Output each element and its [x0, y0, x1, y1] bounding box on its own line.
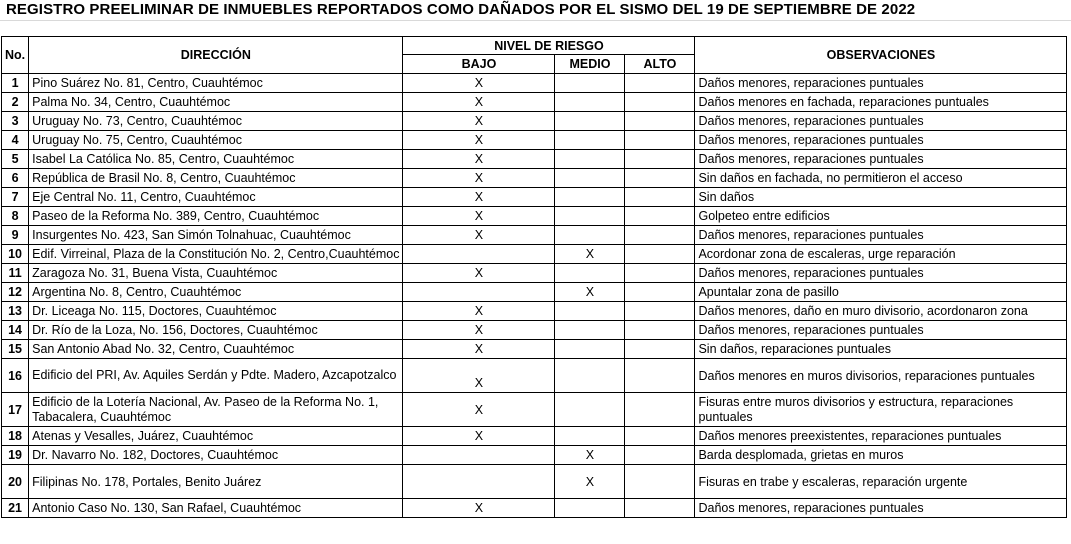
- table-row: [2, 112, 1067, 131]
- row-number: 7: [2, 188, 29, 207]
- row-number: 12: [2, 283, 29, 302]
- address-cell: Dr. Liceaga No. 115, Doctores, Cuauhtémoc: [29, 302, 403, 321]
- address-cell: Eje Central No. 11, Centro, Cuauhtémoc: [29, 188, 403, 207]
- row-number: 3: [2, 112, 29, 131]
- observation-cell: Sin daños: [695, 188, 1067, 207]
- table-row: [2, 321, 1067, 340]
- risk-medio-cell: [555, 131, 625, 150]
- address-cell: Uruguay No. 73, Centro, Cuauhtémoc: [29, 112, 403, 131]
- observation-cell: Daños menores, reparaciones puntuales: [695, 226, 1067, 245]
- risk-alto-cell: [625, 340, 695, 359]
- risk-bajo-cell: X: [403, 150, 555, 169]
- observation-cell: Daños menores preexistentes, reparaciones puntuales: [695, 427, 1067, 446]
- risk-bajo-cell: X: [403, 359, 555, 393]
- observation-cell: Daños menores, reparaciones puntuales: [695, 321, 1067, 340]
- row-number: 16: [2, 359, 29, 393]
- risk-bajo-cell: [403, 446, 555, 465]
- observation-cell: Daños menores, reparaciones puntuales: [695, 74, 1067, 93]
- address-cell: San Antonio Abad No. 32, Centro, Cuauhtémoc: [29, 340, 403, 359]
- row-number: 18: [2, 427, 29, 446]
- address-cell: República de Brasil No. 8, Centro, Cuauhtémoc: [29, 169, 403, 188]
- risk-bajo-cell: [403, 465, 555, 499]
- address-cell: Paseo de la Reforma No. 389, Centro, Cuauhtémoc: [29, 207, 403, 226]
- risk-alto-cell: [625, 446, 695, 465]
- table-row: [2, 74, 1067, 93]
- observation-cell: Acordonar zona de escaleras, urge reparación: [695, 245, 1067, 264]
- row-number: 17: [2, 393, 29, 427]
- risk-alto-cell: [625, 499, 695, 518]
- address-cell: Filipinas No. 178, Portales, Benito Juárez: [29, 465, 403, 499]
- risk-alto-cell: [625, 245, 695, 264]
- risk-bajo-cell: [403, 283, 555, 302]
- observation-cell: Fisuras en trabe y escaleras, reparación urgente: [695, 465, 1067, 499]
- risk-medio-cell: [555, 188, 625, 207]
- risk-bajo-cell: X: [403, 207, 555, 226]
- risk-medio-cell: [555, 264, 625, 283]
- address-cell: Zaragoza No. 31, Buena Vista, Cuauhtémoc: [29, 264, 403, 283]
- header-no: No.: [2, 37, 29, 74]
- damage-registry-table: [1, 36, 1067, 518]
- observation-cell: Apuntalar zona de pasillo: [695, 283, 1067, 302]
- observation-cell: Sin daños en fachada, no permitieron el acceso: [695, 169, 1067, 188]
- risk-alto-cell: [625, 226, 695, 245]
- address-cell: Edificio de la Lotería Nacional, Av. Paseo de la Reforma No. 1, Tabacalera, Cuauhtémoc: [29, 393, 403, 427]
- risk-alto-cell: [625, 393, 695, 427]
- risk-medio-cell: [555, 150, 625, 169]
- observation-cell: Daños menores, reparaciones puntuales: [695, 112, 1067, 131]
- row-number: 14: [2, 321, 29, 340]
- table-row: [2, 283, 1067, 302]
- risk-bajo-cell: X: [403, 321, 555, 340]
- risk-medio-cell: [555, 112, 625, 131]
- address-cell: Insurgentes No. 423, San Simón Tolnahuac, Cuauhtémoc: [29, 226, 403, 245]
- risk-alto-cell: [625, 188, 695, 207]
- header-nivel-de-riesgo: NIVEL DE RIESGO: [403, 37, 695, 55]
- risk-bajo-cell: X: [403, 74, 555, 93]
- table-row: [2, 427, 1067, 446]
- risk-bajo-cell: [403, 245, 555, 264]
- risk-alto-cell: [625, 169, 695, 188]
- risk-alto-cell: [625, 321, 695, 340]
- risk-alto-cell: [625, 465, 695, 499]
- risk-medio-cell: [555, 169, 625, 188]
- row-number: 1: [2, 74, 29, 93]
- risk-medio-cell: X: [555, 245, 625, 264]
- row-number: 13: [2, 302, 29, 321]
- table-row: [2, 150, 1067, 169]
- risk-alto-cell: [625, 359, 695, 393]
- risk-alto-cell: [625, 74, 695, 93]
- observation-cell: Daños menores, reparaciones puntuales: [695, 499, 1067, 518]
- risk-alto-cell: [625, 131, 695, 150]
- address-cell: Pino Suárez No. 81, Centro, Cuauhtémoc: [29, 74, 403, 93]
- table-row: [2, 226, 1067, 245]
- header-row-top: [2, 37, 1067, 55]
- risk-medio-cell: [555, 427, 625, 446]
- table-row: [2, 188, 1067, 207]
- address-cell: Dr. Río de la Loza, No. 156, Doctores, Cuauhtémoc: [29, 321, 403, 340]
- address-cell: Isabel La Católica No. 85, Centro, Cuauhtémoc: [29, 150, 403, 169]
- risk-alto-cell: [625, 302, 695, 321]
- risk-medio-cell: [555, 340, 625, 359]
- risk-bajo-cell: X: [403, 340, 555, 359]
- row-number: 8: [2, 207, 29, 226]
- table-row: [2, 359, 1067, 393]
- row-number: 6: [2, 169, 29, 188]
- table-row: [2, 131, 1067, 150]
- address-cell: Palma No. 34, Centro, Cuauhtémoc: [29, 93, 403, 112]
- observation-cell: Barda desplomada, grietas en muros: [695, 446, 1067, 465]
- risk-alto-cell: [625, 264, 695, 283]
- table-row: [2, 245, 1067, 264]
- row-number: 9: [2, 226, 29, 245]
- header-direccion: DIRECCIÓN: [29, 37, 403, 74]
- address-cell: Dr. Navarro No. 182, Doctores, Cuauhtémoc: [29, 446, 403, 465]
- risk-bajo-cell: X: [403, 112, 555, 131]
- row-number: 11: [2, 264, 29, 283]
- row-number: 10: [2, 245, 29, 264]
- risk-bajo-cell: X: [403, 499, 555, 518]
- risk-bajo-cell: X: [403, 188, 555, 207]
- risk-medio-cell: X: [555, 465, 625, 499]
- risk-medio-cell: [555, 359, 625, 393]
- risk-medio-cell: [555, 321, 625, 340]
- address-cell: Edificio del PRI, Av. Aquiles Serdán y Pdte. Madero, Azcapotzalco: [29, 359, 403, 393]
- observation-cell: Fisuras entre muros divisorios y estructura, reparaciones puntuales: [695, 393, 1067, 427]
- table-row: [2, 465, 1067, 499]
- grid-separator: [0, 20, 1071, 35]
- header-bajo: BAJO: [403, 55, 555, 74]
- risk-alto-cell: [625, 427, 695, 446]
- observation-cell: Daños menores en fachada, reparaciones puntuales: [695, 93, 1067, 112]
- observation-cell: Daños menores, daño en muro divisorio, acordonaron zona: [695, 302, 1067, 321]
- observation-cell: Daños menores, reparaciones puntuales: [695, 131, 1067, 150]
- table-row: [2, 446, 1067, 465]
- row-number: 15: [2, 340, 29, 359]
- risk-bajo-cell: X: [403, 302, 555, 321]
- risk-alto-cell: [625, 150, 695, 169]
- risk-bajo-cell: X: [403, 393, 555, 427]
- observation-cell: Daños menores, reparaciones puntuales: [695, 264, 1067, 283]
- row-number: 19: [2, 446, 29, 465]
- risk-medio-cell: X: [555, 283, 625, 302]
- observation-cell: Golpeteo entre edificios: [695, 207, 1067, 226]
- risk-medio-cell: [555, 302, 625, 321]
- risk-medio-cell: [555, 226, 625, 245]
- table-row: [2, 393, 1067, 427]
- risk-alto-cell: [625, 93, 695, 112]
- table-row: [2, 93, 1067, 112]
- address-cell: Uruguay No. 75, Centro, Cuauhtémoc: [29, 131, 403, 150]
- header-observaciones: OBSERVACIONES: [695, 37, 1067, 74]
- risk-bajo-cell: X: [403, 131, 555, 150]
- address-cell: Argentina No. 8, Centro, Cuauhtémoc: [29, 283, 403, 302]
- row-number: 4: [2, 131, 29, 150]
- risk-medio-cell: [555, 393, 625, 427]
- row-number: 20: [2, 465, 29, 499]
- risk-medio-cell: X: [555, 446, 625, 465]
- table-row: [2, 302, 1067, 321]
- header-medio: MEDIO: [555, 55, 625, 74]
- header-alto: ALTO: [625, 55, 695, 74]
- table-row: [2, 169, 1067, 188]
- row-number: 5: [2, 150, 29, 169]
- risk-bajo-cell: X: [403, 427, 555, 446]
- risk-bajo-cell: X: [403, 93, 555, 112]
- observation-cell: Daños menores en muros divisorios, reparaciones puntuales: [695, 359, 1067, 393]
- document-title: REGISTRO PREELIMINAR DE INMUEBLES REPORTADOS COMO DAÑADOS POR EL SISMO DEL 19 DE SEPTIEMBRE DE 2022: [6, 1, 916, 18]
- table-row: [2, 207, 1067, 226]
- row-number: 21: [2, 499, 29, 518]
- observation-cell: Daños menores, reparaciones puntuales: [695, 150, 1067, 169]
- risk-bajo-cell: X: [403, 264, 555, 283]
- risk-bajo-cell: X: [403, 226, 555, 245]
- address-cell: Edif. Virreinal, Plaza de la Constitución No. 2, Centro,Cuauhtémoc: [29, 245, 403, 264]
- address-cell: Atenas y Vesalles, Juárez, Cuauhtémoc: [29, 427, 403, 446]
- table-row: [2, 340, 1067, 359]
- observation-cell: Sin daños, reparaciones puntuales: [695, 340, 1067, 359]
- risk-bajo-cell: X: [403, 169, 555, 188]
- row-number: 2: [2, 93, 29, 112]
- risk-alto-cell: [625, 283, 695, 302]
- risk-medio-cell: [555, 93, 625, 112]
- risk-medio-cell: [555, 499, 625, 518]
- table-row: [2, 499, 1067, 518]
- risk-alto-cell: [625, 112, 695, 131]
- risk-alto-cell: [625, 207, 695, 226]
- risk-medio-cell: [555, 74, 625, 93]
- risk-medio-cell: [555, 207, 625, 226]
- address-cell: Antonio Caso No. 130, San Rafael, Cuauhtémoc: [29, 499, 403, 518]
- table-row: [2, 264, 1067, 283]
